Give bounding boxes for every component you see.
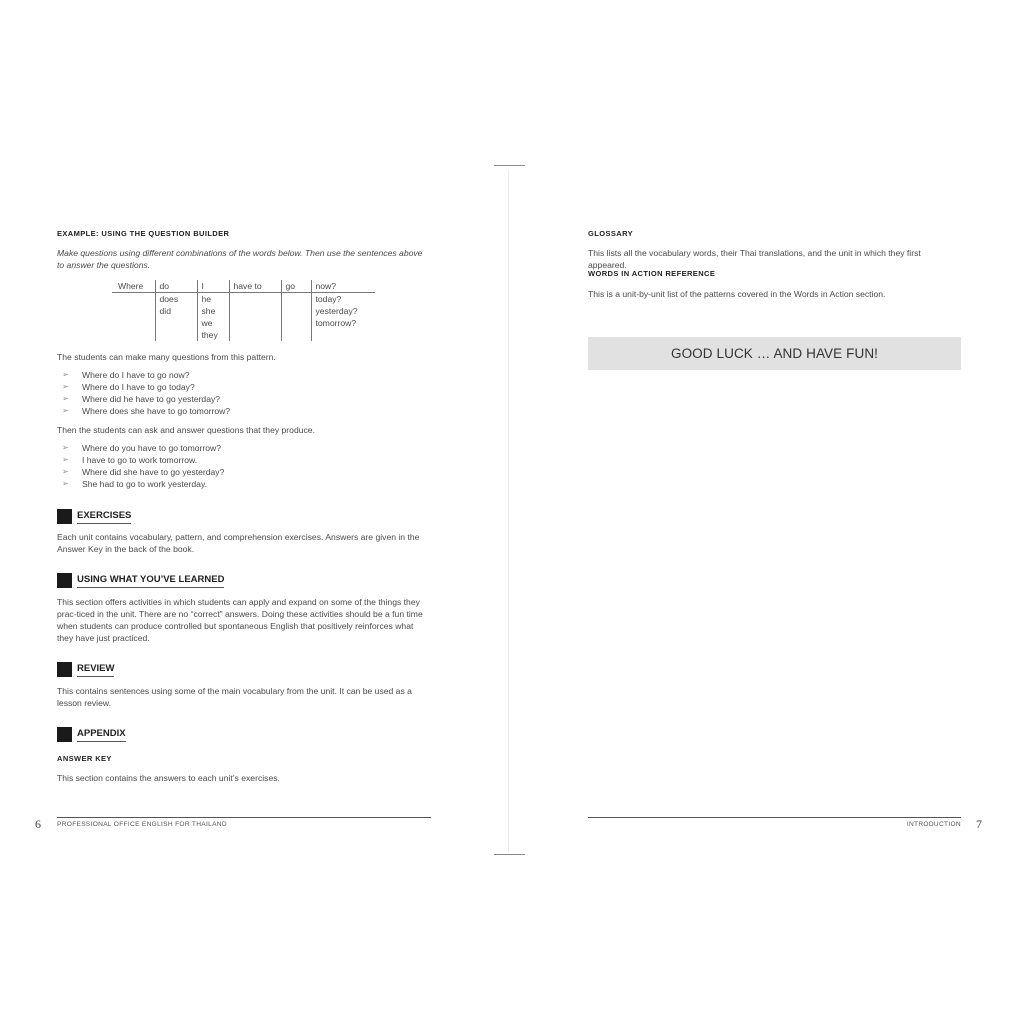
exercises-text: Each unit contains vocabulary, pattern, and comprehension exercises. Answers are given in the Answer Key in the back of the book. [57, 532, 420, 554]
list-item [57, 454, 224, 466]
section-title: REVIEW [77, 662, 114, 677]
footer-rule [588, 817, 961, 818]
qb-header-cell: go [281, 280, 311, 293]
list-item-text: I have to go to work tomorrow. [82, 455, 198, 465]
qb-header-cell: have to [229, 280, 281, 293]
question-builder-row [112, 305, 375, 317]
arrow-bullet-icon: ➢ [62, 370, 69, 379]
qb-cell: she [197, 305, 229, 317]
qb-cell [112, 329, 155, 341]
glossary-heading: GLOSSARY [588, 229, 634, 238]
arrow-bullet-icon: ➢ [62, 394, 69, 403]
appendix-section-heading [57, 727, 126, 742]
qb-cell: they [197, 329, 229, 341]
section-marker-icon [57, 662, 72, 677]
list-item-text: Where do I have to go today? [82, 382, 195, 392]
spine-top-mark [494, 165, 525, 166]
qb-cell [155, 329, 197, 341]
qb-cell [281, 317, 311, 329]
section-title: APPENDIX [77, 727, 126, 742]
question-builder-header-row [112, 280, 375, 293]
list-item-text: Where did she have to go yesterday? [82, 467, 225, 477]
footer-section-title: INTRODUCTION [906, 821, 961, 828]
section-title: USING WHAT YOU’VE LEARNED [77, 573, 224, 588]
qb-cell [229, 305, 281, 317]
page-number: 6 [35, 817, 41, 831]
arrow-bullet-icon: ➢ [62, 443, 69, 452]
qb-cell [229, 329, 281, 341]
list-item [57, 405, 230, 417]
list-item-text: Where does she have to go tomorrow? [82, 406, 231, 416]
list-item-text: She had to go to work yesterday. [82, 479, 207, 489]
words-in-action-heading: WORDS IN ACTION REFERENCE [588, 269, 716, 278]
words-in-action-text: This is a unit-by-unit list of the patterns covered in the Words in Action section. [588, 289, 886, 299]
glossary-text: This lists all the vocabulary words, their Thai translations, and the unit in which they first appeared. [588, 248, 921, 270]
list-item [57, 478, 224, 490]
qb-cell: yesterday? [311, 305, 375, 317]
question-builder-table [112, 280, 375, 341]
qb-cell [112, 317, 155, 329]
qb-cell: he [197, 293, 229, 306]
question-builder-row [112, 329, 375, 341]
review-section-heading [57, 662, 114, 677]
qb-cell [281, 293, 311, 306]
example-heading: EXAMPLE: USING THE QUESTION BUILDER [57, 229, 230, 238]
page-number: 7 [976, 817, 982, 831]
example-instruction: Make questions using different combinations of the words below. Then use the sentences above to answer the questions. [57, 248, 423, 270]
arrow-bullet-icon: ➢ [62, 467, 69, 476]
qb-header-cell: I [197, 280, 229, 293]
list-item-text: Where do you have to go tomorrow? [82, 443, 222, 453]
section-title: EXERCISES [77, 509, 131, 524]
ask-answer-intro-text: Then the students can ask and answer questions that they produce. [57, 425, 315, 435]
arrow-bullet-icon: ➢ [62, 382, 69, 391]
list-item [57, 442, 224, 454]
section-marker-icon [57, 727, 72, 742]
answer-key-text: This section contains the answers to each unit’s exercises. [57, 773, 280, 783]
qb-cell: did [155, 305, 197, 317]
qb-cell: we [197, 317, 229, 329]
list-item [57, 393, 230, 405]
list-item-text: Where do I have to go now? [82, 370, 190, 380]
using-learned-section-heading [57, 573, 224, 588]
qb-cell [112, 305, 155, 317]
footer-rule [57, 817, 431, 818]
exercises-section-heading [57, 509, 131, 524]
arrow-bullet-icon: ➢ [62, 455, 69, 464]
arrow-bullet-icon: ➢ [62, 406, 69, 415]
review-text: This contains sentences using some of the main vocabulary from the unit. It can be used as a lesson review. [57, 686, 412, 708]
arrow-bullet-icon: ➢ [62, 479, 69, 488]
list-item-text: Where did he have to go yesterday? [82, 394, 221, 404]
question-list [57, 369, 230, 417]
spine-bottom-mark [494, 854, 525, 855]
qb-header-cell: Where [112, 280, 155, 293]
qb-cell: tomorrow? [311, 317, 375, 329]
qb-cell [281, 329, 311, 341]
qb-cell [281, 305, 311, 317]
qb-cell [229, 293, 281, 306]
qb-cell [229, 317, 281, 329]
pattern-intro-text: The students can make many questions from this pattern. [57, 352, 276, 362]
qb-cell: does [155, 293, 197, 306]
footer-book-title: PROFESSIONAL OFFICE ENGLISH FOR THAILAND [57, 821, 227, 828]
list-item [57, 369, 230, 381]
using-learned-text: This section offers activities in which students can apply and expand on some of the things they prac-ticed in the unit. There are no “correct” answers. Doing these activities should be a fun time when students can produce controlled but spontaneous English that positively reinforces what they have just practiced. [57, 597, 423, 643]
qb-cell [112, 293, 155, 306]
list-item [57, 381, 230, 393]
list-item [57, 466, 224, 478]
closing-banner: GOOD LUCK … AND HAVE FUN! [588, 337, 961, 370]
section-marker-icon [57, 573, 72, 588]
qb-header-cell: now? [311, 280, 375, 293]
qb-header-cell: do [155, 280, 197, 293]
qb-cell: today? [311, 293, 375, 306]
question-builder-row [112, 293, 375, 306]
qb-cell [155, 317, 197, 329]
section-marker-icon [57, 509, 72, 524]
question-builder-row [112, 317, 375, 329]
qb-cell [311, 329, 375, 341]
answer-key-heading: ANSWER KEY [57, 754, 112, 763]
book-spine [508, 170, 509, 852]
answer-list [57, 442, 224, 490]
